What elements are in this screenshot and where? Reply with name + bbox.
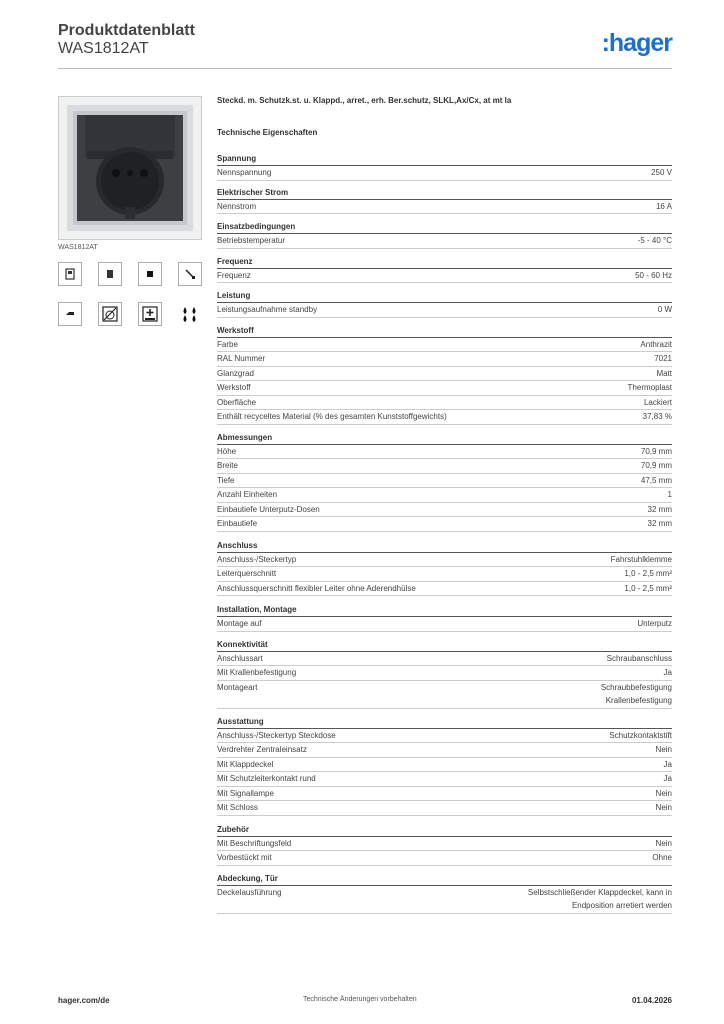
spec-value: -5 - 40 °C: [637, 236, 672, 245]
spec-row: [217, 367, 672, 382]
section-title: Frequenz: [217, 257, 672, 269]
spec-value: Anthrazit: [640, 339, 672, 349]
page-header: [58, 20, 672, 70]
section-title: Anschluss: [217, 541, 672, 553]
spec-row: [217, 200, 672, 215]
section-title: Zubehör: [217, 825, 672, 837]
spec-row: [217, 582, 672, 597]
spec-value: Schraubanschluss: [606, 653, 672, 663]
spec-value: 70,9 mm: [640, 446, 672, 456]
spec-value: 47,5 mm: [640, 475, 672, 485]
spec-label: Mit Klappdeckel: [217, 759, 274, 769]
spec-row: [217, 396, 672, 411]
hand-icon: [58, 302, 82, 326]
spec-value: 37,83 %: [642, 412, 672, 421]
section-title: Installation, Montage: [217, 605, 672, 617]
section-title: Abmessungen: [217, 433, 672, 445]
screwdriver-icon: [178, 262, 202, 286]
spec-label: Anschlussquerschnitt flexibler Leiter ohne Aderendhülse: [217, 583, 416, 593]
spec-value: Matt: [656, 368, 672, 378]
spec-value: 7021: [654, 354, 672, 363]
spec-label: Einbautiefe: [217, 519, 258, 528]
spec-value: 0 W: [657, 305, 672, 314]
spec-label: Mit Krallenbefestigung: [217, 668, 297, 677]
spec-section: [217, 874, 672, 914]
spec-label: Vorbestückt mit: [217, 853, 272, 862]
spec-value: Nein: [655, 788, 672, 798]
spec-row: [217, 517, 672, 532]
spec-label: Mit Signallampe: [217, 788, 274, 798]
spec-row: [217, 503, 672, 518]
hager-logo: :hager: [601, 29, 672, 57]
spec-label: Farbe: [217, 339, 238, 349]
spec-row: [217, 801, 672, 816]
spec-section: [217, 717, 672, 816]
section-title: Leistung: [217, 291, 672, 303]
spec-value: 1,0 - 2,5 mm²: [624, 569, 672, 578]
footer-disclaimer: Technische Änderungen vorbehalten: [303, 996, 417, 1003]
spec-label: Einbautiefe Unterputz-Dosen: [217, 504, 320, 514]
section-title: Elektrischer Strom: [217, 188, 672, 200]
spec-section: [217, 640, 672, 709]
spec-label: Oberfläche: [217, 397, 257, 407]
spec-row: [217, 837, 672, 852]
spec-label: Frequenz: [217, 270, 251, 280]
spec-row: [217, 729, 672, 744]
water-drops-icon: [178, 302, 202, 326]
spec-section: [217, 154, 672, 181]
spec-label: Anschluss-/Steckertyp: [217, 554, 297, 564]
spec-section: [217, 541, 672, 597]
spec-row: [217, 851, 672, 866]
spec-section: [217, 257, 672, 284]
footer-date: 01.04.2026: [631, 996, 672, 1005]
spec-label: Verdrehter Zentraleinsatz: [217, 745, 307, 754]
spec-row: [217, 666, 672, 681]
product-image: [58, 96, 202, 240]
spec-value: 32 mm: [647, 504, 672, 514]
switch-dark-icon: [98, 262, 122, 286]
spec-row: [217, 886, 672, 914]
image-caption: WAS1812AT: [58, 244, 98, 251]
spec-value: Ohne: [652, 853, 672, 862]
spec-value: Selbstschließender Klappdeckel, kann in Endposition arretiert werden: [527, 887, 672, 910]
spec-label: Mit Beschriftungsfeld: [217, 838, 292, 848]
header-divider: [58, 68, 672, 69]
spec-value: Lackiert: [643, 397, 672, 407]
spec-row: [217, 269, 672, 284]
spec-row: [217, 743, 672, 758]
spec-section: [217, 222, 672, 249]
spec-label: RAL Nummer: [217, 354, 266, 363]
spec-value: Ja: [663, 774, 672, 783]
spec-label: Leistungsaufnahme standby: [217, 305, 318, 314]
spec-label: Werkstoff: [217, 383, 251, 392]
spec-label: Glanzgrad: [217, 368, 254, 378]
spec-label: Montageart: [217, 682, 258, 692]
switch-square-icon: [58, 262, 82, 286]
section-title: Werkstoff: [217, 326, 672, 338]
page-title: Produktdatenblatt: [58, 22, 195, 39]
spec-row: [217, 166, 672, 181]
spec-label: Mit Schutzleiterkontakt rund: [217, 774, 316, 783]
spec-label: Breite: [217, 461, 238, 470]
spec-section: [217, 188, 672, 215]
spec-row: [217, 234, 672, 249]
spec-sections: [217, 154, 672, 914]
spec-label: Tiefe: [217, 475, 235, 485]
spec-section: [217, 605, 672, 632]
product-description: Steckd. m. Schutzk.st. u. Klappd., arret., erh. Ber.schutz, SLKL,Ax/Cx, at mt la: [217, 96, 512, 105]
spec-value: Ja: [663, 759, 672, 769]
spec-value: Nein: [655, 745, 672, 754]
spec-label: Betriebstemperatur: [217, 236, 286, 245]
section-title: Ausstattung: [217, 717, 672, 729]
spec-label: Anschlussart: [217, 653, 263, 663]
tech-properties-title: Technische Eigenschaften: [217, 128, 318, 137]
spec-section: [217, 291, 672, 318]
spec-row: [217, 553, 672, 568]
spec-value: 50 - 60 Hz: [635, 270, 672, 280]
spec-row: [217, 652, 672, 667]
spec-section: [217, 825, 672, 866]
footer-website: hager.com/de: [58, 996, 110, 1005]
spec-value: 250 V: [651, 168, 672, 177]
spec-row: [217, 787, 672, 802]
spec-value: 16 A: [655, 201, 672, 211]
spec-section: [217, 326, 672, 425]
spec-value: 1,0 - 2,5 mm²: [624, 583, 672, 593]
spec-row: [217, 567, 672, 582]
spec-label: Mit Schloss: [217, 803, 258, 812]
spec-value: Schutzkontaktstift: [609, 730, 672, 740]
spec-row: [217, 338, 672, 353]
spec-value: Unterputz: [637, 619, 672, 628]
logo-text: hager: [608, 29, 672, 57]
spec-value: 70,9 mm: [640, 461, 672, 470]
spec-label: Deckelausführung: [217, 887, 282, 897]
spec-row: [217, 410, 672, 425]
spec-label: Anschluss-/Steckertyp Steckdose: [217, 730, 336, 740]
spec-label: Nennspannung: [217, 168, 272, 177]
spec-section: [217, 433, 672, 532]
product-code: WAS1812AT: [58, 40, 149, 57]
section-title: Abdeckung, Tür: [217, 874, 672, 886]
spec-row: [217, 772, 672, 787]
spec-value: 32 mm: [647, 519, 672, 528]
spec-row: [217, 488, 672, 503]
spec-value: Schraubbefestigung Krallenbefestigung: [600, 682, 672, 705]
spec-row: [217, 681, 672, 709]
spec-value: Nein: [655, 838, 672, 848]
section-title: Konnektivität: [217, 640, 672, 652]
spec-row: [217, 352, 672, 367]
spec-label: Enthält recyceltes Material (% des gesamten Kunststoffgewichts): [217, 412, 447, 421]
spec-row: [217, 474, 672, 489]
spec-value: Fahrstuhlklemme: [610, 554, 672, 564]
no-tool-icon: [98, 302, 122, 326]
spec-label: Höhe: [217, 446, 237, 456]
spec-value: 1: [667, 490, 672, 499]
spec-content: [217, 96, 672, 922]
spec-value: Ja: [663, 668, 672, 677]
spec-row: [217, 758, 672, 773]
spec-label: Leiterquerschnitt: [217, 569, 277, 578]
plus-box-icon: [138, 302, 162, 326]
section-title: Einsatzbedingungen: [217, 222, 672, 234]
spec-label: Anzahl Einheiten: [217, 490, 278, 499]
section-title: Spannung: [217, 154, 672, 166]
spec-value: Nein: [655, 803, 672, 812]
spec-row: [217, 617, 672, 632]
spec-value: Thermoplast: [627, 383, 672, 392]
spec-row: [217, 459, 672, 474]
switch-black-icon: [138, 262, 162, 286]
spec-row: [217, 445, 672, 460]
spec-label: Nennstrom: [217, 201, 257, 211]
spec-row: [217, 303, 672, 318]
spec-row: [217, 381, 672, 396]
spec-label: Montage auf: [217, 619, 262, 628]
